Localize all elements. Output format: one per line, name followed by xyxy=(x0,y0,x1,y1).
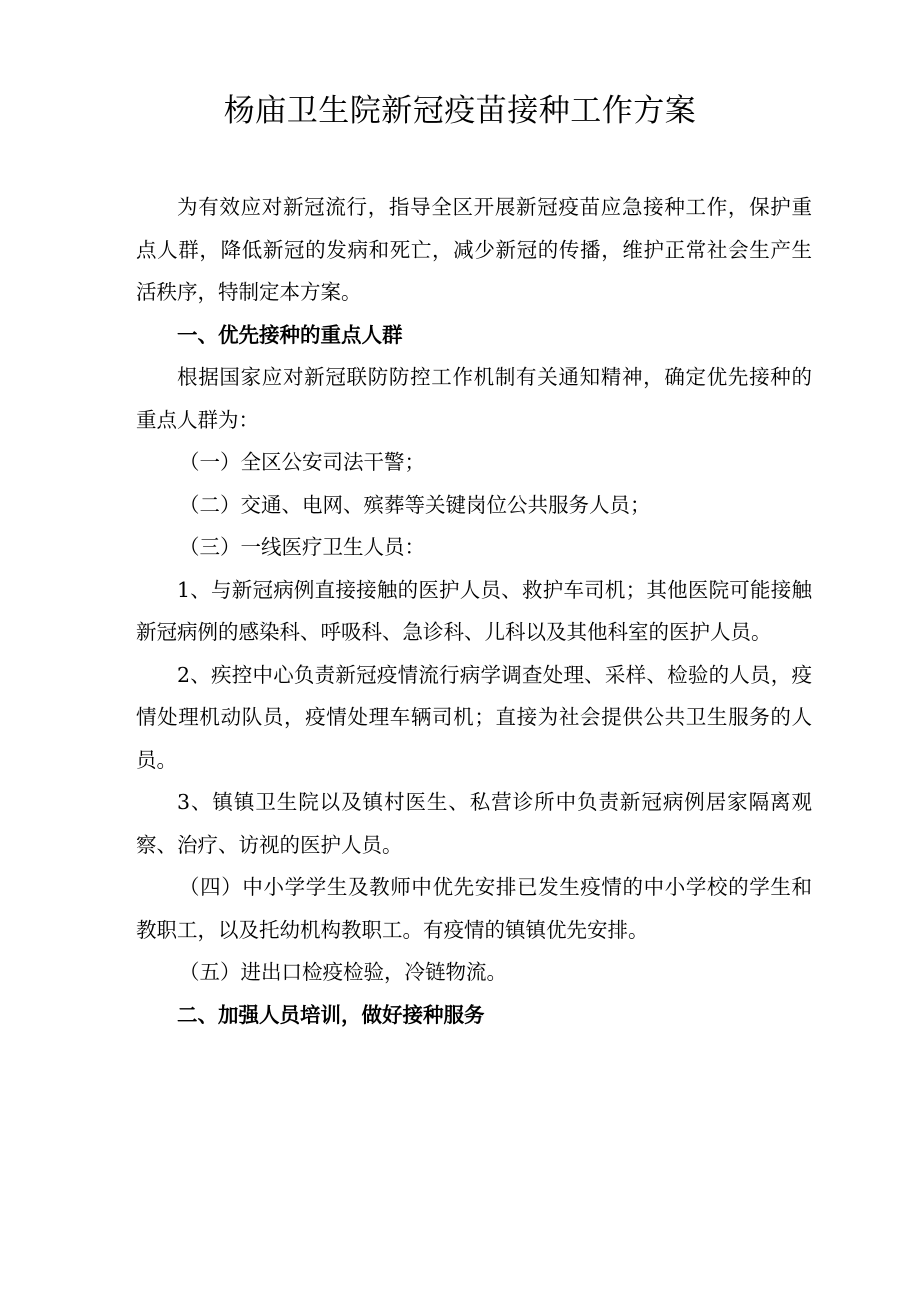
intro-paragraph: 为有效应对新冠流行，指导全区开展新冠疫苗应急接种工作，保护重点人群，降低新冠的发病和死亡，减少新冠的传播，维护正常社会生产生活秩序，特制定本方案。 xyxy=(136,195,812,304)
list-item-3-3: 3、镇镇卫生院以及镇村医生、私营诊所中负责新冠病例居家隔离观察、治疗、访视的医护人员。 xyxy=(136,790,812,857)
list-item-3: （三）一线医疗卫生人员： xyxy=(179,535,426,559)
list-item-5: （五）进出口检疫检验，冷链物流。 xyxy=(179,960,508,984)
list-item-3-1: 1、与新冠病例直接接触的医护人员、救护车司机；其他医院可能接触新冠病例的感染科、呼吸科、急诊科、儿科以及其他科室的医护人员。 xyxy=(136,577,812,644)
section-1-heading: 一、优先接种的重点人群 xyxy=(177,322,403,347)
list-item-1: （一）全区公安司法干警； xyxy=(179,450,426,474)
document-title: 杨庙卫生院新冠疫苗接种工作方案 xyxy=(223,93,697,129)
list-item-3-2: 2、疾控中心负责新冠疫情流行病学调查处理、采样、检验的人员，疫情处理机动队员，疫情处理车辆司机；直接为社会提供公共卫生服务的人员。 xyxy=(136,662,812,772)
document-body xyxy=(136,186,812,1036)
list-item-4: （四）中小学学生及教师中优先安排已发生疫情的中小学校的学生和教职工，以及托幼机构教职工。有疫情的镇镇优先安排。 xyxy=(136,875,812,942)
section-2-heading: 二、加强人员培训，做好接种服务 xyxy=(177,1002,485,1027)
list-item-2: （二）交通、电网、殡葬等关键岗位公共服务人员； xyxy=(179,492,651,517)
section-1-intro-paragraph: 根据国家应对新冠联防防控工作机制有关通知精神，确定优先接种的重点人群为： xyxy=(136,365,812,432)
